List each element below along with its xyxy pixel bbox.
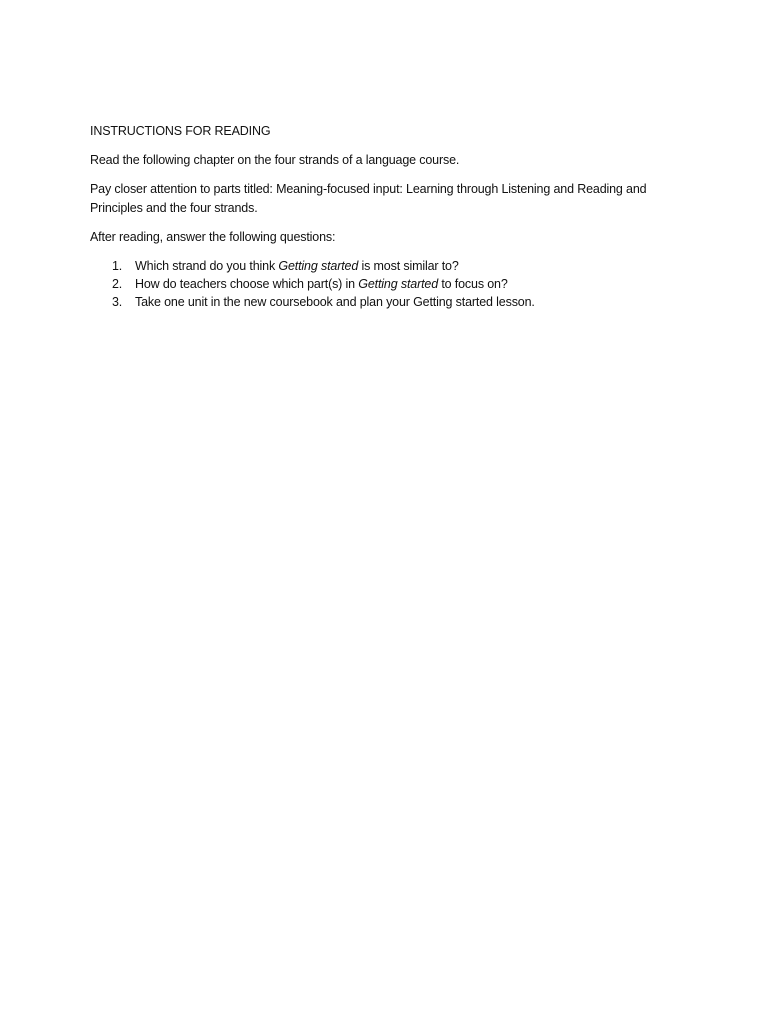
question-text: How do teachers choose which part(s) in	[135, 277, 359, 291]
question-text: to focus on?	[438, 277, 508, 291]
question-item-3	[90, 293, 690, 311]
question-number: 2.	[112, 277, 123, 291]
questions-list	[90, 257, 690, 311]
question-italic-text: Getting started	[358, 277, 439, 291]
question-italic-text: Getting started	[278, 259, 359, 273]
question-text: is most similar to?	[358, 259, 459, 273]
paragraph-after-reading: After reading, answer the following questions:	[90, 230, 336, 244]
question-text: Take one unit in the new coursebook and plan your Getting started lesson.	[135, 295, 535, 309]
question-number: 3.	[112, 295, 123, 309]
document-heading: INSTRUCTIONS FOR READING	[90, 124, 271, 138]
question-item-1	[90, 257, 690, 275]
document-body	[90, 122, 690, 311]
paragraph-read-chapter: Read the following chapter on the four strands of a language course.	[90, 153, 460, 167]
question-text: Which strand do you think	[135, 259, 279, 273]
paragraph-pay-attention: Pay closer attention to parts titled: Meaning-focused input: Learning through Listening and Reading and Principles and the four strands.	[90, 182, 647, 215]
question-number: 1.	[112, 259, 123, 273]
question-item-2	[90, 275, 690, 293]
